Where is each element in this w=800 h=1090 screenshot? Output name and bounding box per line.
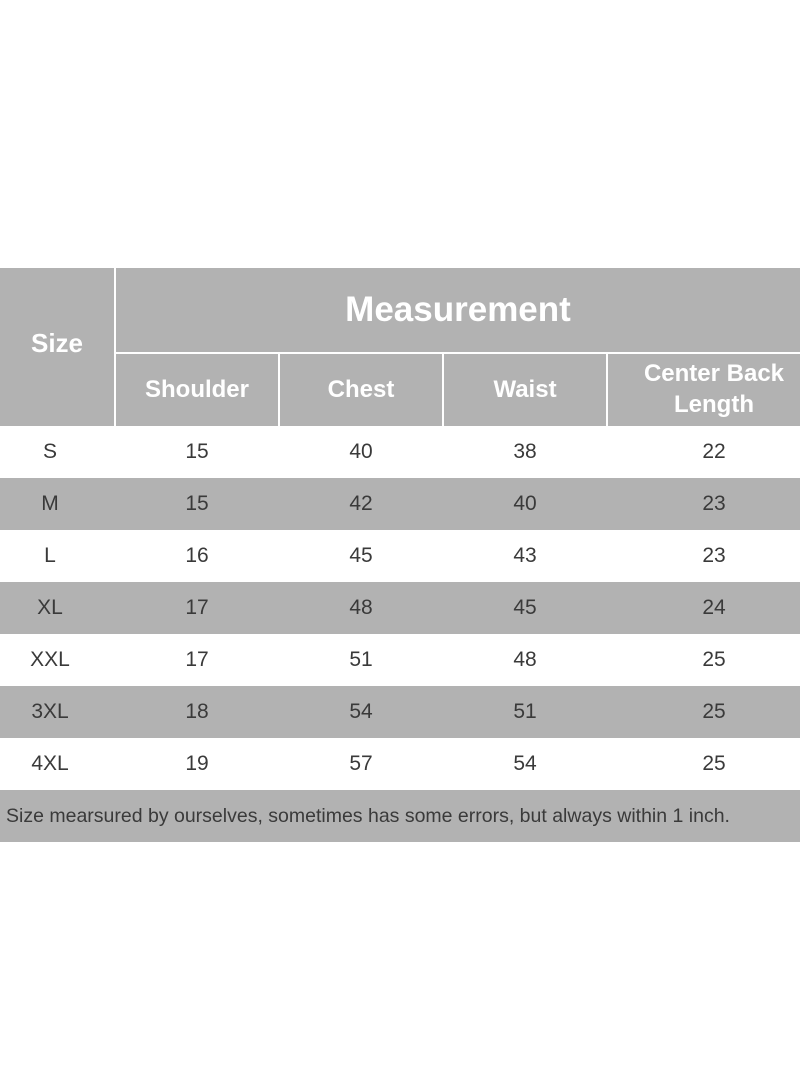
table-row [0,478,800,530]
size-column-header: Size [30,328,84,359]
chest-cell: 45 [349,544,373,567]
size-cell: XXL [30,648,70,671]
shoulder-cell: 18 [185,700,209,723]
chest-cell: 48 [349,596,373,619]
size-cell: XL [37,596,63,619]
waist-cell: 51 [513,700,537,723]
chest-cell: 42 [349,492,373,515]
chest-cell: 54 [349,700,373,723]
header-divider [116,352,800,354]
chest-cell: 57 [349,752,373,775]
shoulder-cell: 16 [185,544,209,567]
waist-cell: 43 [513,544,537,567]
length-cell: 25 [702,752,726,775]
waist-cell: 38 [513,440,537,463]
measurement-group-header: Measurement [345,289,571,329]
center-back-length-column-header: Center Back Length [643,360,785,418]
size-cell: L [44,544,56,567]
table-row [0,530,800,582]
size-chart-table [0,268,800,842]
length-cell: 25 [702,648,726,671]
chest-cell: 51 [349,648,373,671]
shoulder-cell: 19 [185,752,209,775]
size-cell: 3XL [31,700,69,723]
header-divider [278,354,280,426]
length-cell: 24 [702,596,726,619]
length-cell: 25 [702,700,726,723]
table-row [0,738,800,790]
size-cell: S [42,440,57,463]
header-divider [606,354,608,426]
size-cell: 4XL [31,752,69,775]
measurement-note: Size mearsured by ourselves, sometimes has some errors, but always within 1 inch. [0,790,800,842]
table-row [0,582,800,634]
shoulder-cell: 17 [185,596,209,619]
length-cell: 22 [702,440,726,463]
waist-cell: 48 [513,648,537,671]
length-cell: 23 [702,544,726,567]
table-row [0,634,800,686]
length-cell: 23 [702,492,726,515]
shoulder-column-header: Shoulder [144,375,249,403]
header-divider [442,354,444,426]
table-row [0,426,800,478]
chest-cell: 40 [349,440,373,463]
size-cell: M [41,492,59,515]
table-header [0,268,800,426]
shoulder-cell: 15 [185,492,209,515]
waist-cell: 45 [513,596,537,619]
header-divider [114,268,116,426]
table-body [0,426,800,790]
shoulder-cell: 15 [185,440,209,463]
table-row [0,686,800,738]
waist-cell: 54 [513,752,537,775]
waist-column-header: Waist [493,375,557,403]
chest-column-header: Chest [327,375,395,403]
shoulder-cell: 17 [185,648,209,671]
waist-cell: 40 [513,492,537,515]
